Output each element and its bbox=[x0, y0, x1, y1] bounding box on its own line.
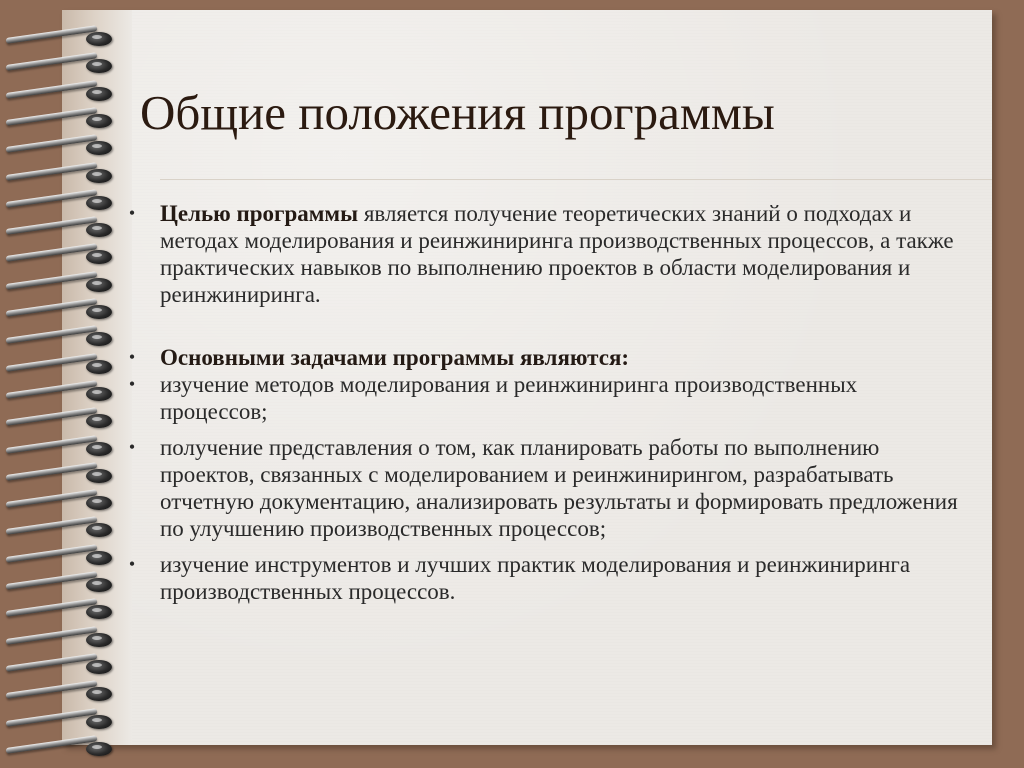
task-2-text: получение представления о том, как планировать работы по выполнению проектов, связанных с моделированием и реинжинирингом, разрабатывать отчетную документацию, анализировать результаты и формировать предложения по улучшению производственных процессов; bbox=[160, 435, 958, 541]
bullet-icon: • bbox=[128, 374, 136, 394]
task-3-text: изучение инструментов и лучших практик моделирования и реинжиниринга производственных процессов. bbox=[160, 552, 911, 604]
tasks-label: Основными задачами программы являются: bbox=[160, 345, 630, 370]
bullet-icon: • bbox=[128, 203, 136, 223]
list-item bbox=[128, 551, 960, 605]
bullet-icon: • bbox=[128, 347, 136, 367]
goal-text: является получение теоретических знаний о подходах и методах моделирования и реинжиниринга производственных процессов, а также практических навыков по выполнению проектов в области моделирования и реинжиниринга. bbox=[160, 201, 954, 307]
bullet-icon: • bbox=[128, 554, 136, 574]
goal-label: Целью программы bbox=[160, 201, 359, 226]
bullet-icon: • bbox=[128, 437, 136, 457]
slide-title: Общие положения программы bbox=[140, 85, 775, 140]
list-item bbox=[128, 434, 960, 542]
bullet-list bbox=[128, 200, 960, 605]
list-item bbox=[128, 344, 960, 371]
list-item bbox=[128, 371, 960, 425]
task-1-text: изучение методов моделирования и реинжиниринга производственных процессов; bbox=[160, 372, 858, 424]
title-divider bbox=[160, 179, 992, 180]
list-item bbox=[128, 200, 960, 308]
